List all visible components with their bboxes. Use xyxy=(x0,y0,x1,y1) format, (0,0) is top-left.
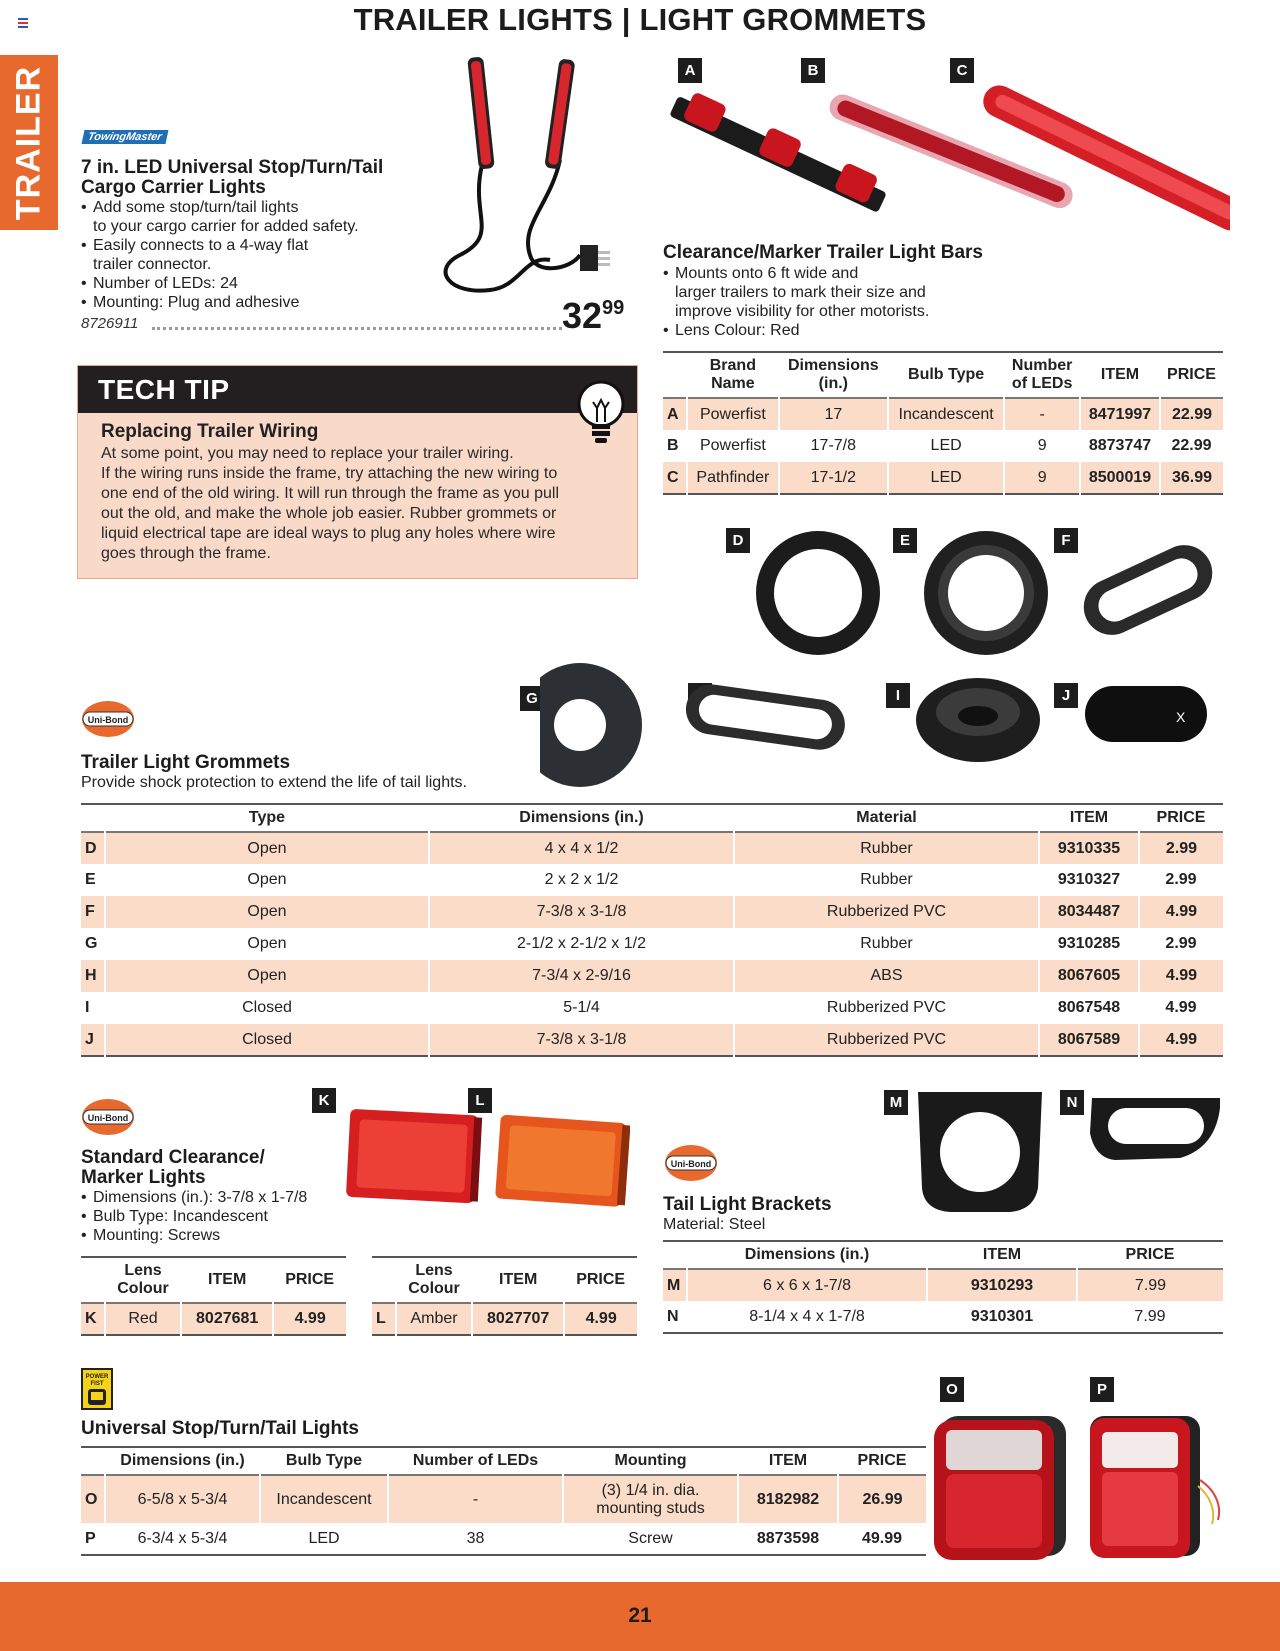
feature-item: • Mounting: Screws xyxy=(81,1226,351,1245)
table-row: D Open 4 x 4 x 1/2 Rubber 9310335 2.99 xyxy=(81,832,1223,864)
grommets-title: Trailer Light Grommets xyxy=(81,752,291,773)
table-row: C Pathfinder 17-1/2 LED 9 8500019 36.99 xyxy=(663,462,1223,494)
label-l: L xyxy=(468,1088,492,1113)
table-row: G Open 2-1/2 x 2-1/2 x 1/2 Rubber 9310285 2.99 xyxy=(85,935,1197,952)
towingmaster-logo: TowingMaster xyxy=(82,130,169,144)
col-lens: Lens Colour xyxy=(117,1262,169,1297)
tech-tip-title: Replacing Trailer Wiring xyxy=(101,421,319,442)
table-header-row xyxy=(663,1241,1223,1269)
label-e: E xyxy=(893,528,917,553)
label-g: G xyxy=(520,686,544,711)
table-header-row xyxy=(663,352,1223,398)
cargo-lights-image xyxy=(430,55,620,305)
col-price: PRICE xyxy=(576,1271,626,1288)
clearance-bars-image xyxy=(670,85,1230,245)
tech-tip-body: At some point, you may need to replace your trailer wiring. If the wiring runs inside the frame, try attaching the new wiring to one end of the old wiring. It will run through the frame as you pull out the old, and make the whole job easier. Rubber grommets or liquid electrical tape are ideal ways to plug any holes where wire goes through the frame. xyxy=(101,445,560,562)
table-row: A Powerfist 17 Incandescent - 8471997 22.99 xyxy=(663,398,1223,430)
brackets-title: Tail Light Brackets xyxy=(663,1194,832,1215)
cargo-lights-price: $32^{99}$ xyxy=(562,295,625,336)
col-leds: Number of LEDs xyxy=(1011,357,1073,392)
feature-item: • Dimensions (in.): 3-7/8 x 1-7/8 xyxy=(81,1188,351,1207)
col-price: PRICE xyxy=(1167,366,1216,383)
table-header-row xyxy=(372,1257,637,1303)
col-type: Type xyxy=(248,809,286,826)
grommets-image xyxy=(540,520,1220,790)
label-j: J xyxy=(1054,683,1078,708)
table-row: K Red 8027681 4.99 xyxy=(81,1303,346,1335)
table-row: I Closed 5-1/4 Rubberized PVC 8067548 4.99 xyxy=(85,999,1197,1016)
table-row: B Powerfist 17-7/8 LED 9 8873747 22.99 xyxy=(667,437,1212,454)
label-n: N xyxy=(1060,1090,1084,1115)
table-row: P 6-3/4 x 5-3/4 LED 38 Screw 8873598 49.99 xyxy=(85,1529,903,1547)
svg-text:POWER: POWER xyxy=(85,1374,109,1380)
cargo-lights-sku: 8726911 xyxy=(81,315,139,332)
svg-text:Uni-Bond: Uni-Bond xyxy=(87,1113,129,1123)
marker-lights-title: Standard Clearance/ Marker Lights xyxy=(81,1147,265,1188)
clearance-bars-table xyxy=(663,351,1223,495)
col-item: ITEM xyxy=(1069,809,1109,826)
feature-item: • Easily connects to a 4-way flat trailer connector. xyxy=(81,236,411,274)
col-item: ITEM xyxy=(208,1271,247,1288)
powerfist-logo xyxy=(81,1368,113,1410)
grommet-j-mark: X xyxy=(1176,709,1186,725)
feature-item: • Add some stop/turn/tail lights to your cargo carrier for added safety. xyxy=(81,198,411,236)
label-i: I xyxy=(886,683,910,708)
feature-item: • Number of LEDs: 24 xyxy=(81,274,411,293)
table-row: N 8-1/4 x 4 x 1-7/8 9310301 7.99 xyxy=(667,1307,1166,1325)
feature-item: • Mounting: Plug and adhesive xyxy=(81,293,411,312)
marker-lights-features xyxy=(81,1188,351,1245)
tech-tip-heading: TECH TIP xyxy=(98,374,230,405)
col-mounting: Mounting xyxy=(614,1452,687,1469)
label-d: D xyxy=(726,528,750,553)
col-bulb: Bulb Type xyxy=(908,366,985,383)
table-row: L Amber 8027707 4.99 xyxy=(372,1303,637,1335)
feature-item: • Mounts onto 6 ft wide and larger trailers to mark their size and improve visibility for other motorists. xyxy=(663,264,993,321)
label-p: P xyxy=(1090,1377,1114,1402)
table-row: E Open 2 x 2 x 1/2 Rubber 9310327 2.99 xyxy=(85,871,1197,888)
section-tab-label: TRAILER xyxy=(9,65,48,220)
table-header-row xyxy=(81,804,1223,832)
label-o: O xyxy=(940,1377,964,1402)
lightbulb-icon xyxy=(575,378,627,448)
feature-item: • Bulb Type: Incandescent xyxy=(81,1207,351,1226)
unibond-logo xyxy=(81,1098,135,1136)
svg-text:Uni-Bond: Uni-Bond xyxy=(87,715,129,725)
col-price: PRICE xyxy=(1125,1246,1175,1263)
marker-lights-image xyxy=(340,1100,630,1220)
page-title: TRAILER LIGHTS | LIGHT GROMMETS xyxy=(353,2,927,37)
grommets-table xyxy=(81,803,1223,1057)
label-m: M xyxy=(884,1090,908,1115)
clearance-bars-features xyxy=(663,264,993,340)
table-row: F Open 7-3/8 x 3-1/8 Rubberized PVC 8034487 4.99 xyxy=(81,896,1223,928)
col-price: PRICE xyxy=(285,1271,335,1288)
brackets-subtitle: Material: Steel xyxy=(663,1216,766,1233)
clearance-bars-title: Clearance/Marker Trailer Light Bars xyxy=(663,242,983,263)
col-brand: Brand Name xyxy=(709,357,756,392)
unibond-logo xyxy=(664,1144,718,1182)
grommets-subtitle: Provide shock protection to extend the life of tail lights. xyxy=(81,774,467,791)
col-price: PRICE xyxy=(857,1452,907,1469)
label-a: A xyxy=(678,58,702,83)
col-dimensions: Dimensions (in.) xyxy=(744,1246,870,1263)
universal-lights-table xyxy=(81,1446,926,1556)
col-material: Material xyxy=(856,809,917,826)
col-dimensions: Dimensions (in.) xyxy=(519,809,644,826)
col-item: ITEM xyxy=(768,1452,808,1469)
col-dimensions: Dimensions (in.) xyxy=(787,357,879,392)
col-dimensions: Dimensions (in.) xyxy=(120,1452,245,1469)
table-header-row xyxy=(81,1257,346,1303)
label-k: K xyxy=(312,1088,336,1113)
universal-lights-title: Universal Stop/Turn/Tail Lights xyxy=(81,1418,359,1439)
col-leds: Number of LEDs xyxy=(412,1452,539,1469)
feature-item: • Lens Colour: Red xyxy=(663,321,993,340)
col-bulb: Bulb Type xyxy=(285,1452,363,1469)
section-tab xyxy=(0,55,58,230)
cargo-lights-features xyxy=(81,198,411,312)
marker-red-table xyxy=(81,1256,346,1336)
table-row: J Closed 7-3/8 x 3-1/8 Rubberized PVC 8067589 4.99 xyxy=(81,1024,1223,1056)
svg-text:Uni-Bond: Uni-Bond xyxy=(670,1159,712,1169)
marker-amber-table xyxy=(372,1256,637,1336)
col-lens: Lens Colour xyxy=(408,1262,460,1297)
table-row: M 6 x 6 x 1-7/8 9310293 7.99 xyxy=(663,1269,1223,1301)
col-item: ITEM xyxy=(499,1271,538,1288)
table-row: H Open 7-3/4 x 2-9/16 ABS 8067605 4.99 xyxy=(81,960,1223,992)
cargo-lights-title: 7 in. LED Universal Stop/Turn/Tail Cargo Carrier Lights xyxy=(81,157,384,198)
table-row: O 6-5/8 x 5-3/4 Incandescent - (3) 1/4 in. dia. mounting studs 8182982 26.99 xyxy=(81,1475,926,1523)
page-number: 21 xyxy=(628,1604,652,1627)
universal-lights-image xyxy=(930,1410,1230,1570)
label-b: B xyxy=(801,58,825,83)
table-header-row xyxy=(81,1447,926,1475)
footer-bar xyxy=(0,1582,1280,1651)
dot-leader xyxy=(152,327,562,330)
label-f: F xyxy=(1054,528,1078,553)
col-price: PRICE xyxy=(1156,809,1206,826)
unibond-logo xyxy=(81,700,135,738)
label-c: C xyxy=(950,58,974,83)
col-item: ITEM xyxy=(982,1246,1022,1263)
col-item: ITEM xyxy=(1100,366,1140,383)
tech-tip-header xyxy=(78,366,637,413)
brackets-table xyxy=(663,1240,1223,1334)
svg-text:FIST: FIST xyxy=(90,1381,104,1387)
brackets-image xyxy=(910,1088,1230,1218)
